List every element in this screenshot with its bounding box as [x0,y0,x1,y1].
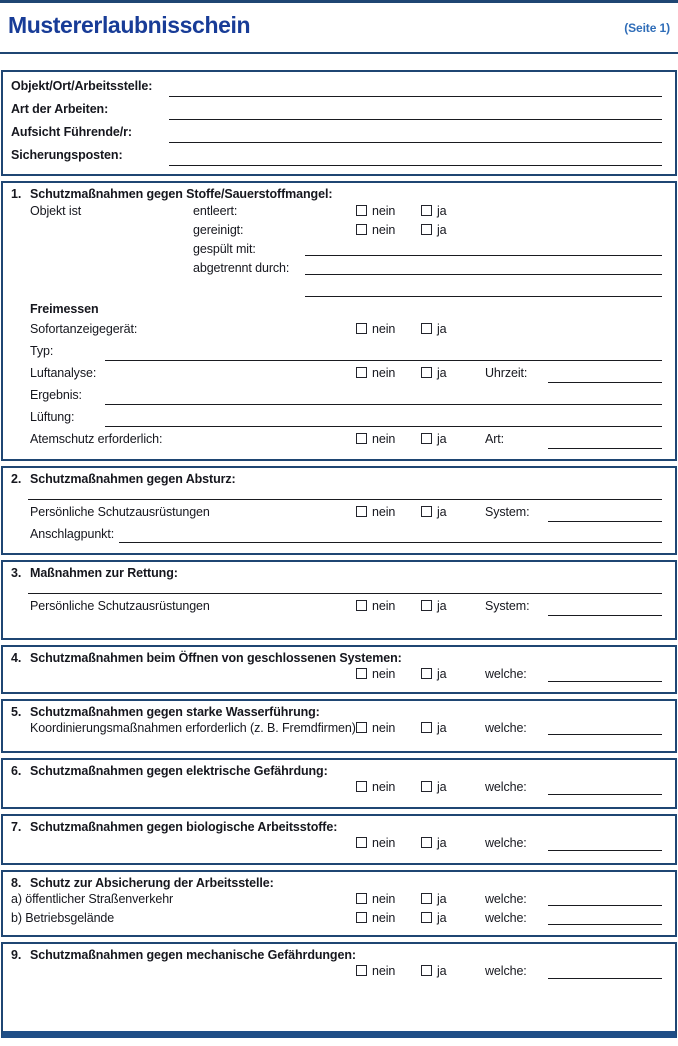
ja-checkbox[interactable] [421,892,447,906]
ja-checkbox[interactable] [421,223,447,237]
empty-space [11,983,662,1029]
gereinigt-row [11,222,662,241]
section-number: 3. [11,566,22,580]
checkbox-label: nein [372,721,396,735]
checkbox-square-icon [421,837,432,848]
lueftung-row [11,409,662,431]
nein-checkbox[interactable] [356,836,395,850]
checkbox-label: nein [372,599,396,613]
section-number: 6. [11,764,22,778]
gespuelt-mit-label: gespült mit: [193,242,256,256]
welche-label: welche: [485,780,527,794]
welche-input-line[interactable] [548,978,662,979]
nein-checkbox[interactable] [356,667,395,681]
checkbox-label: ja [437,599,447,613]
system-input-line[interactable] [548,521,662,522]
system-input-line[interactable] [548,615,662,616]
nein-checkbox[interactable] [356,911,395,925]
checkbox-square-icon [421,965,432,976]
objekt-input-line[interactable] [169,96,662,97]
section-8-box [1,870,677,937]
gespuelt-row [11,241,662,260]
answer-row [11,963,662,983]
psa-label: Persönliche Schutzausrüstungen [30,505,210,519]
koordinierung-label: Koordinierungsmaßnahmen erforderlich (z. B. Fremdfirmen) [30,721,356,735]
continuation-row [11,279,662,301]
checkbox-square-icon [356,433,367,444]
freimessen-row [11,301,662,321]
checkbox-label: ja [437,780,447,794]
section-number: 9. [11,948,22,962]
nein-checkbox[interactable] [356,599,395,613]
welche-label: welche: [485,892,527,906]
section-2-box [1,466,677,555]
ergebnis-row [11,387,662,409]
section-2-input-line[interactable] [28,499,662,500]
ja-checkbox[interactable] [421,667,447,681]
ja-checkbox[interactable] [421,322,447,336]
art-der-arbeiten-input-line[interactable] [169,119,662,120]
section-4-heading [11,651,662,666]
abgetrennt-durch-label: abgetrennt durch: [193,261,290,275]
section-1-heading [11,187,662,203]
field-row [11,147,662,170]
section-title: Schutzmaßnahmen beim Öffnen von geschlossenen Systemen: [30,651,402,665]
checkbox-square-icon [421,893,432,904]
sofortanzeigegeraet-label: Sofortanzeigegerät: [30,322,138,336]
anschlagpunkt-input-line[interactable] [119,542,662,543]
ja-checkbox[interactable] [421,911,447,925]
checkbox-square-icon [356,323,367,334]
checkbox-label: ja [437,322,447,336]
answer-row [11,666,662,686]
gespuelt-mit-input-line[interactable] [305,255,662,256]
objekt-ist-label: Objekt ist [30,204,82,218]
checkbox-square-icon [421,600,432,611]
answer-row [11,835,662,855]
nein-checkbox[interactable] [356,432,395,446]
ja-checkbox[interactable] [421,721,447,735]
checkbox-label: nein [372,964,396,978]
checkbox-label: ja [437,836,447,850]
entleert-label: entleert: [193,204,238,218]
checkbox-square-icon [356,965,367,976]
checkbox-label: nein [372,892,396,906]
checkbox-square-icon [356,837,367,848]
section-number: 4. [11,651,22,665]
checkbox-label: nein [372,780,396,794]
checkbox-square-icon [356,506,367,517]
strassenverkehr-row [11,891,662,910]
checkbox-square-icon [421,781,432,792]
ja-checkbox[interactable] [421,599,447,613]
checkbox-square-icon [356,893,367,904]
nein-checkbox[interactable] [356,780,395,794]
uhrzeit-label: Uhrzeit: [485,366,528,380]
general-info-box [1,70,677,176]
checkbox-label: ja [437,721,447,735]
anschlagpunkt-label: Anschlagpunkt: [30,527,115,541]
ergebnis-label: Ergebnis: [30,388,82,402]
checkbox-label: nein [372,667,396,681]
page-title: Mustererlaubnisschein [8,12,251,38]
system-label: System: [485,599,530,613]
welche-label: welche: [485,836,527,850]
continuation-input-line[interactable] [305,296,662,297]
section-6-box [1,758,677,809]
ergebnis-input-line[interactable] [105,404,662,405]
section-7-heading [11,820,662,835]
art-label: Art: [485,432,505,446]
field-row [11,124,662,147]
section-number: 5. [11,705,22,719]
section-2-heading [11,472,662,488]
checkbox-label: ja [437,432,447,446]
sicherungsposten-label: Sicherungsposten: [11,148,123,162]
welche-label: welche: [485,964,527,978]
checkbox-label: nein [372,432,396,446]
section-title: Schutzmaßnahmen gegen Stoffe/Sauerstoffmangel: [30,187,333,201]
ja-checkbox[interactable] [421,204,447,218]
field-row [11,78,662,101]
welche-input-line[interactable] [548,905,662,906]
answer-row [11,779,662,799]
luftanalyse-label: Luftanalyse: [30,366,97,380]
checkbox-square-icon [421,506,432,517]
uhrzeit-input-line[interactable] [548,382,662,383]
ja-checkbox[interactable] [421,505,447,519]
ja-checkbox[interactable] [421,780,447,794]
typ-label: Typ: [30,344,54,358]
aufsicht-label: Aufsicht Führende/r: [11,125,132,139]
checkbox-square-icon [356,722,367,733]
welche-input-line[interactable] [548,924,662,925]
checkbox-square-icon [356,668,367,679]
page-number: (Seite 1) [624,21,670,35]
checkbox-label: nein [372,204,396,218]
checkbox-label: ja [437,204,447,218]
checkbox-square-icon [356,781,367,792]
section-5-heading [11,705,662,720]
ja-checkbox[interactable] [421,432,447,446]
welche-label: welche: [485,667,527,681]
lueftung-label: Lüftung: [30,410,75,424]
page-header [0,3,678,39]
section-9-box [1,942,677,1038]
section-title: Schutzmaßnahmen gegen starke Wasserführung: [30,705,320,719]
sicherungsposten-input-line[interactable] [169,165,662,166]
aufsicht-input-line[interactable] [169,142,662,143]
checkbox-label: nein [372,322,396,336]
checkbox-label: ja [437,911,447,925]
welche-input-line[interactable] [548,794,662,795]
strassenverkehr-label: a) öffentlicher Straßenverkehr [11,892,174,906]
section-number: 8. [11,876,22,890]
nein-checkbox[interactable] [356,721,395,735]
section-number: 1. [11,187,22,201]
checkbox-label: ja [437,223,447,237]
atemschutz-row [11,431,662,453]
checkbox-label: ja [437,667,447,681]
section-number: 2. [11,472,22,486]
checkbox-square-icon [421,912,432,923]
section-9-heading [11,948,662,963]
typ-row [11,343,662,365]
section-3-input-line[interactable] [28,593,662,594]
ja-checkbox[interactable] [421,366,447,380]
abgetrennt-row [11,260,662,279]
checkbox-label: ja [437,892,447,906]
welche-input-line[interactable] [548,850,662,851]
checkbox-square-icon [356,224,367,235]
psa-row [11,504,662,526]
checkbox-square-icon [356,912,367,923]
luftanalyse-row [11,365,662,387]
welche-input-line[interactable] [548,734,662,735]
section-1-box [1,181,677,461]
objekt-label: Objekt/Ort/Arbeitsstelle: [11,79,153,93]
psa-row [11,598,662,620]
checkbox-square-icon [421,722,432,733]
art-der-arbeiten-label: Art der Arbeiten: [11,102,109,116]
checkbox-square-icon [421,433,432,444]
psa-label: Persönliche Schutzausrüstungen [30,599,210,613]
art-input-line[interactable] [548,448,662,449]
section-title: Schutzmaßnahmen gegen Absturz: [30,472,236,486]
typ-input-line[interactable] [105,360,662,361]
checkbox-square-icon [356,205,367,216]
system-label: System: [485,505,530,519]
section-title: Schutzmaßnahmen gegen mechanische Gefährdungen: [30,948,356,962]
betriebsgelaende-label: b) Betriebsgelände [11,911,115,925]
welche-label: welche: [485,911,527,925]
abgetrennt-durch-input-line[interactable] [305,274,662,275]
section-title: Schutzmaßnahmen gegen elektrische Gefährdung: [30,764,328,778]
section-title: Schutz zur Absicherung der Arbeitsstelle: [30,876,274,890]
section-4-box [1,645,677,694]
nein-checkbox[interactable] [356,223,395,237]
welche-input-line[interactable] [548,681,662,682]
gereinigt-label: gereinigt: [193,223,244,237]
koordinierung-row [11,720,662,739]
nein-checkbox[interactable] [356,366,395,380]
checkbox-label: ja [437,964,447,978]
section-6-heading [11,764,662,779]
ja-checkbox[interactable] [421,964,447,978]
section-3-box [1,560,677,640]
checkbox-label: ja [437,366,447,380]
checkbox-square-icon [421,323,432,334]
welche-label: welche: [485,721,527,735]
checkbox-label: nein [372,911,396,925]
section-8-heading [11,876,662,891]
entleert-row [11,203,662,222]
heading-line-row [11,488,662,504]
section-3-heading [11,566,662,582]
checkbox-square-icon [421,205,432,216]
betriebsgelaende-row [11,910,662,929]
freimessen-label: Freimessen [30,302,99,316]
ja-checkbox[interactable] [421,836,447,850]
checkbox-label: ja [437,505,447,519]
lueftung-input-line[interactable] [105,426,662,427]
checkbox-square-icon [356,600,367,611]
section-5-box [1,699,677,753]
checkbox-label: nein [372,223,396,237]
heading-line-row [11,582,662,598]
checkbox-square-icon [421,224,432,235]
section-number: 7. [11,820,22,834]
checkbox-label: nein [372,836,396,850]
section-title: Schutzmaßnahmen gegen biologische Arbeitsstoffe: [30,820,338,834]
checkbox-square-icon [421,367,432,378]
anschlagpunkt-row [11,526,662,547]
checkbox-square-icon [356,367,367,378]
atemschutz-label: Atemschutz erforderlich: [30,432,163,446]
nein-checkbox[interactable] [356,964,395,978]
nein-checkbox[interactable] [356,505,395,519]
nein-checkbox[interactable] [356,204,395,218]
section-7-box [1,814,677,865]
checkbox-square-icon [421,668,432,679]
field-row [11,101,662,124]
checkbox-label: nein [372,366,396,380]
checkbox-label: nein [372,505,396,519]
nein-checkbox[interactable] [356,322,395,336]
sofortanzeigegeraet-row [11,321,662,343]
nein-checkbox[interactable] [356,892,395,906]
section-title: Maßnahmen zur Rettung: [30,566,178,580]
